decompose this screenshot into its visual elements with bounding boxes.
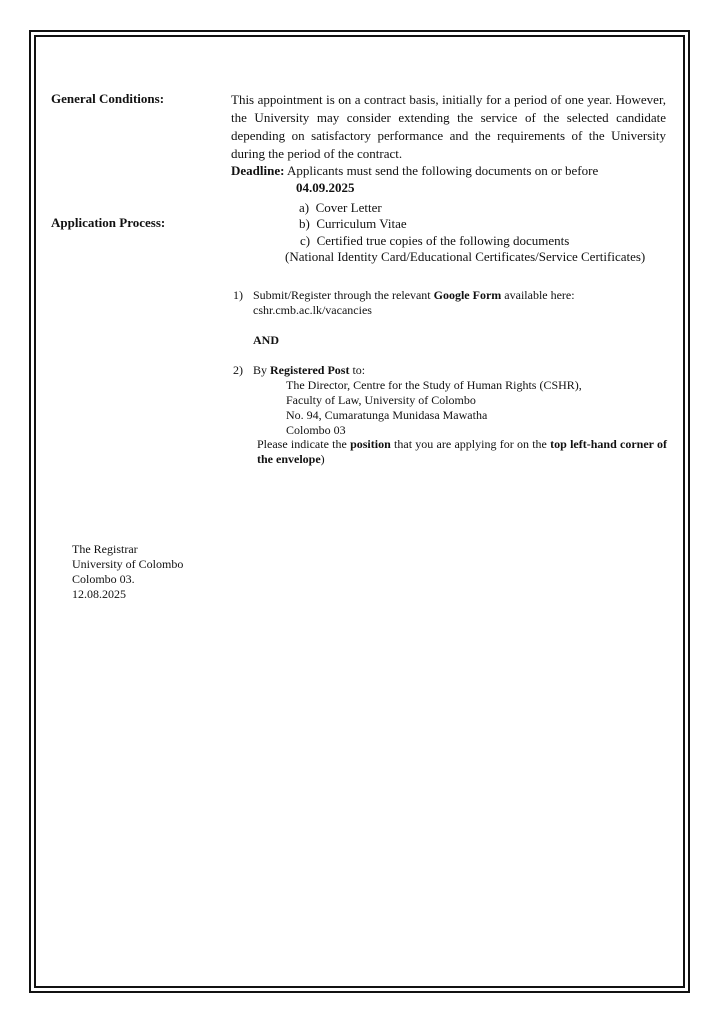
deadline-date: 04.09.2025 (296, 180, 355, 195)
option2-text-after: to: (352, 363, 366, 377)
document-marker: c) (300, 233, 311, 248)
signature-line: Colombo 03. (72, 572, 135, 586)
application-process-label: Application Process: (51, 215, 166, 230)
document-marker: b) (299, 216, 310, 231)
note-middle: that you are applying for on the (394, 437, 547, 451)
option2-text (253, 363, 365, 378)
note-before: Please indicate the (257, 437, 347, 451)
general-conditions-text: This appointment is on a contract basis, initially for a period of one year. However, the University may consider extending the service of the selected candidate depending on satisfactory performance and the requirements of the University during the period of the contract. (231, 92, 666, 161)
deadline-paragraph (231, 162, 666, 180)
address-line: Faculty of Law, University of Colombo (286, 393, 476, 407)
note-after: ) (320, 452, 325, 466)
address-line: No. 94, Cumaratunga Munidasa Mawatha (286, 408, 488, 422)
option2-text-before: By (253, 363, 268, 377)
option2-bold: Registered Post (270, 363, 350, 377)
address-line: Colombo 03 (286, 423, 346, 437)
option1-marker: 1) (233, 288, 243, 302)
signature-line: University of Colombo (72, 557, 184, 571)
documents-note: (National Identity Card/Educational Certificates/Service Certificates) (285, 249, 646, 264)
document-marker: a) (299, 200, 310, 215)
deadline-text: Applicants must send the following documents on or before (287, 163, 599, 178)
option2-marker: 2) (233, 363, 243, 377)
option1-url[interactable]: cshr.cmb.ac.lk/vacancies (253, 303, 372, 317)
note-bold-position: position (350, 437, 391, 451)
signature-line: The Registrar (72, 542, 138, 556)
address-line: The Director, Centre for the Study of Human Rights (CSHR), (286, 378, 582, 392)
signature-date: 12.08.2025 (72, 587, 126, 601)
option1-text-before: Submit/Register through the relevant (253, 288, 431, 302)
note-bold-corner: top left-hand corner of the envelope (257, 437, 668, 466)
general-conditions-label: General Conditions: (51, 91, 165, 106)
envelope-note (257, 437, 667, 467)
option1-bold: Google Form (433, 288, 502, 302)
option1-text (253, 288, 575, 303)
and-separator: AND (253, 333, 279, 347)
deadline-label: Deadline: (231, 163, 285, 178)
document-text: Curriculum Vitae (316, 216, 407, 231)
document-text: Cover Letter (315, 200, 382, 215)
document-item-b (299, 215, 407, 233)
option1-text-after: available here: (504, 288, 575, 302)
document-text: Certified true copies of the following documents (316, 233, 570, 248)
